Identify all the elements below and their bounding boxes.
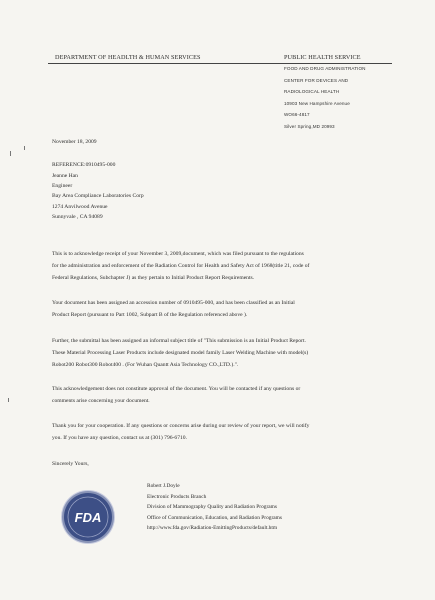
service-name: PUBLIC HEALTH SERVICE xyxy=(284,54,361,61)
closing: Sincerely Yours, xyxy=(52,461,89,467)
paragraph-line: Product Report (pursuant to Part 1002, Subpart B of the Regulation referenced above ). xyxy=(52,311,248,318)
recipient-line: Engineer xyxy=(52,183,73,190)
paragraph-line: Your document has been assigned an accession number of 0910495-000, and has been classified as an Initial xyxy=(52,300,295,306)
agency-address xyxy=(284,63,366,133)
recipient-line: Sunnyvale , CA 94089 xyxy=(52,213,103,220)
paragraph-line: Thank you for your cooperation. If any questions or concerns arise during our review of your report, we will notify xyxy=(52,423,310,429)
paragraph-line: Robot200 Robot300 Robot400 . (For Wuhan Quantt Asia Technology CO.,LTD.).". xyxy=(52,361,239,368)
agency-line: 10903 New Hampshire Avenue xyxy=(284,100,350,106)
letter-date: November 18, 2009 xyxy=(52,139,97,145)
paragraph-acknowledgement xyxy=(52,249,309,284)
signature-url: http://www.fda.gov/Radiation-EmittingProducts/default.htm xyxy=(147,525,278,532)
signature-block xyxy=(147,481,282,534)
paragraph-line: This is to acknowledge receipt of your November 3, 2009,document, which was filed pursuant to the regulations xyxy=(52,251,304,257)
reference-number: REFERENCE:0910495-000 xyxy=(52,162,116,168)
agency-line: CENTER FOR DEVICES AND xyxy=(284,77,349,83)
scan-mark xyxy=(10,151,11,156)
paragraph-subject-title xyxy=(52,336,308,371)
paragraph-approval-notice xyxy=(52,384,300,408)
signature-line: Office of Communication, Education, and Radiation Programs xyxy=(147,514,282,521)
paragraph-accession xyxy=(52,298,295,322)
signer-name: Robert J.Doyle xyxy=(147,483,180,489)
fda-logo xyxy=(64,493,112,541)
paragraph-line: comments arise concerning your document. xyxy=(52,397,150,404)
signature-line: Division of Mammography Quality and Radiation Programs xyxy=(147,504,277,511)
scan-mark xyxy=(24,146,25,150)
paragraph-line: Further, the submittal has been assigned an informal subject title of "This submission is an Initial Product Report. xyxy=(52,338,306,344)
agency-line: FOOD AND DRUG ADMINISTRATION xyxy=(284,66,366,71)
paragraph-line: Federal Regulations, Subchapter J) as they pertain to Initial Product Report Requirements. xyxy=(52,274,255,281)
recipient-line: Bay Area Compliance Laboratories Corp xyxy=(52,193,144,200)
paragraph-line: for the administration and enforcement of the Radiation Control for Health and Safety Act of 1968(title 21, code of xyxy=(52,262,310,269)
paragraph-line: This acknowledgement does not constitute approval of the document. You will be contacted if any questions or xyxy=(52,386,301,392)
recipient-line: Jeanne Han xyxy=(52,173,78,179)
recipient-line: 1274 Anvilwood Avenue xyxy=(52,203,108,210)
fda-logo-graphic xyxy=(64,493,112,541)
paragraph-line: you. If you have any question, contact us at (301) 796-6710. xyxy=(52,434,187,441)
department-name: DEPARTMENT OF HEADLTH & HUMAN SERVICES xyxy=(55,54,201,61)
recipient-address xyxy=(52,171,144,222)
agency-line: RADIOLOGICAL HEALTH xyxy=(284,89,340,95)
agency-line: WO66-4817 xyxy=(284,112,310,118)
scan-mark xyxy=(8,398,9,402)
agency-line: Silver Spring,MD 20993 xyxy=(284,123,335,129)
fda-logo-text: FDA xyxy=(74,510,102,525)
paragraph-line: These Material Processing Laser Products include designated model family Laser Welding Machine with model(s) xyxy=(52,349,309,356)
paragraph-thanks xyxy=(52,421,309,445)
signature-line: Electronic Products Branch xyxy=(147,493,207,500)
